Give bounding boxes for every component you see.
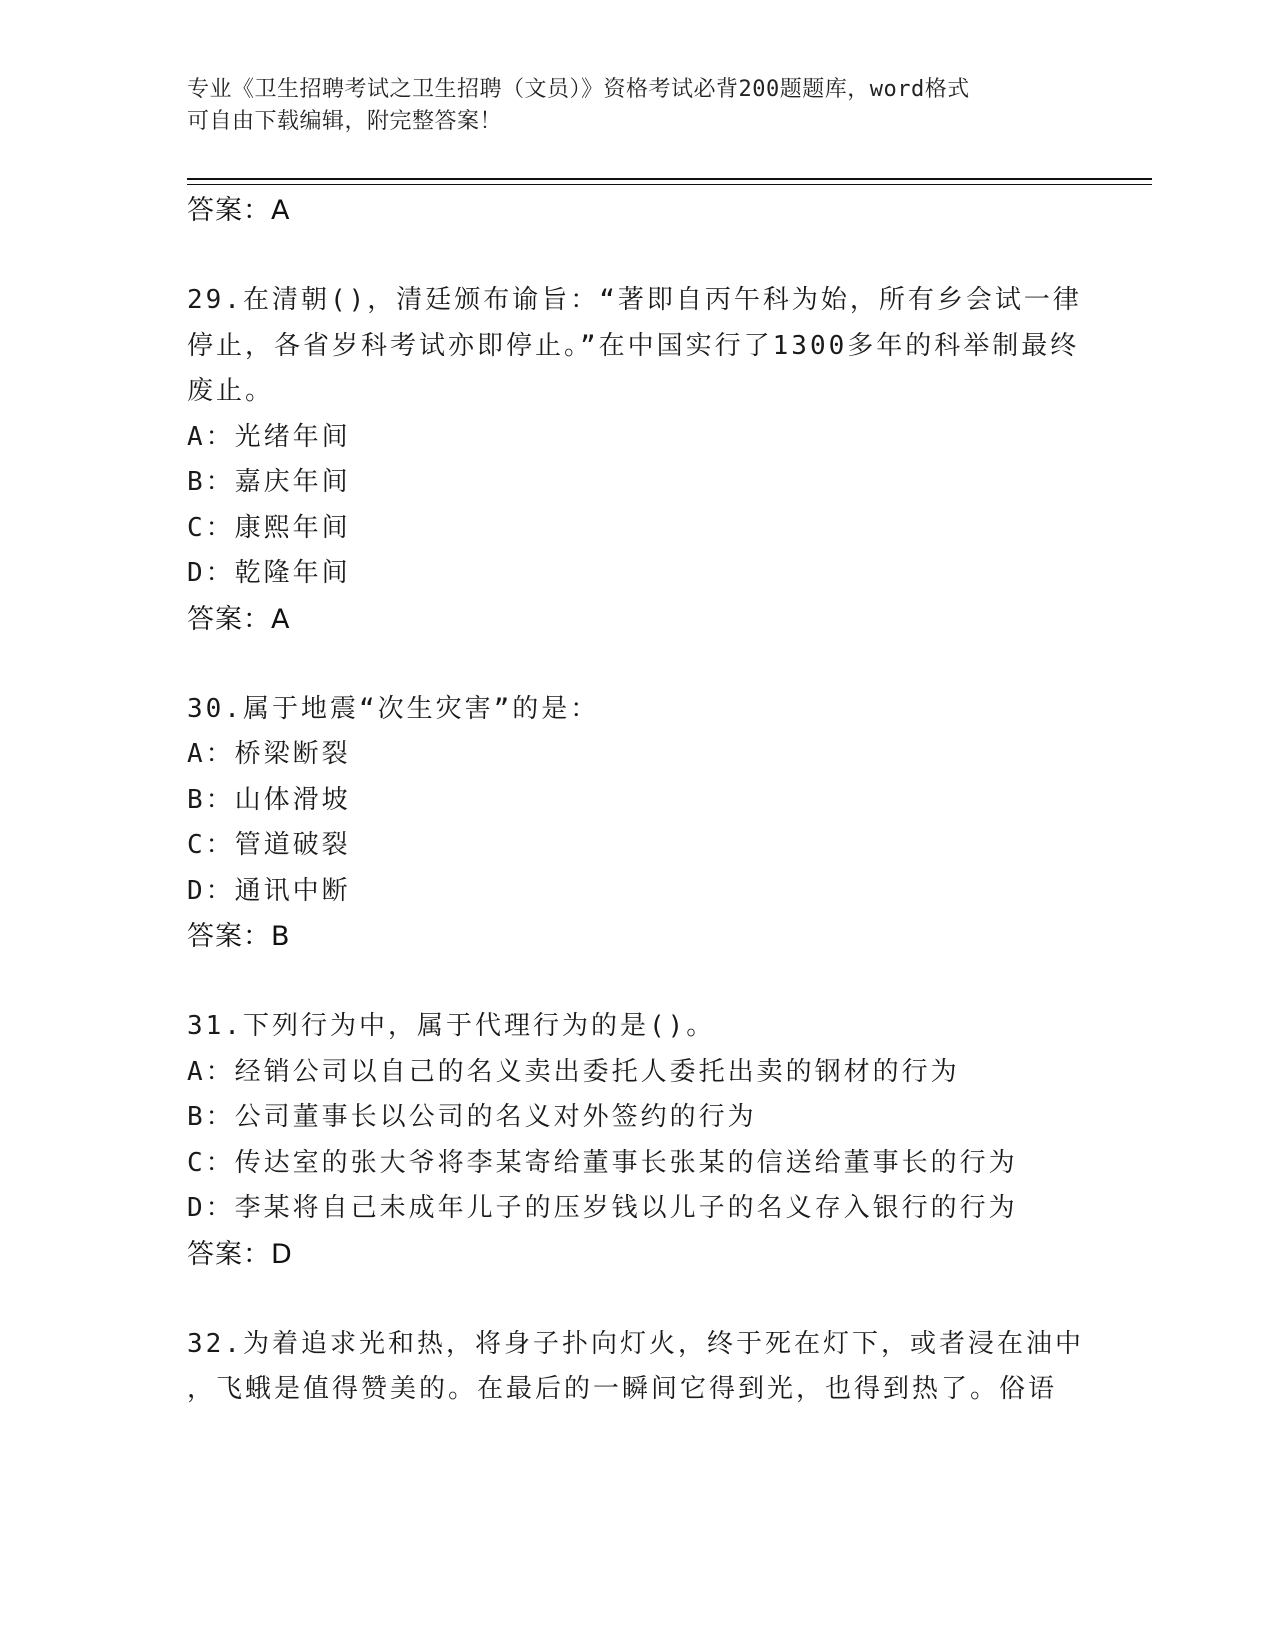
question-30 [187, 687, 1087, 961]
option-c: C：康熙年间 [187, 512, 351, 543]
question-text: 30.属于地震“次生灾害”的是： [187, 693, 600, 724]
header-line-1: 专业《卫生招聘考试之卫生招聘（文员）》资格考试必背200题题库，word格式 [187, 77, 970, 102]
answer: 答案：B [187, 921, 291, 952]
answer: 答案：A [187, 603, 291, 635]
option-a: A：光绪年间 [187, 421, 351, 452]
option-d: D：李某将自己未成年儿子的压岁钱以儿子的名义存入银行的行为 [187, 1193, 1018, 1223]
question-text: 29.在清朝()，清廷颁布谕旨：“著即自丙午科为始，所有乡会试一律停止，各省岁科考试亦即停止。”在中国实行了1300多年的科举制最终废止。 [187, 285, 1082, 406]
option-b: B：嘉庆年间 [187, 467, 351, 497]
header-divider-thin [187, 184, 1152, 185]
question-29 [187, 278, 1087, 643]
option-d: D：乾隆年间 [187, 558, 351, 588]
answer: 答案：D [187, 1238, 293, 1270]
header-divider [187, 178, 1152, 180]
option-c: C：管道破裂 [187, 830, 351, 860]
document-header [187, 74, 1067, 138]
option-b: B：山体滑坡 [187, 784, 351, 815]
question-list [187, 188, 1087, 1413]
option-b: B：公司董事长以公司的名义对外签约的行为 [187, 1102, 757, 1132]
option-c: C：传达室的张大爷将李某寄给董事长张某的信送给董事长的行为 [187, 1147, 1018, 1178]
option-a: A：经销公司以自己的名义卖出委托人委托出卖的钢材的行为 [187, 1056, 960, 1087]
option-d: D：通讯中断 [187, 875, 351, 906]
previous-answer: 答案：A [187, 195, 291, 226]
option-a: A：桥梁断裂 [187, 739, 351, 769]
question-text: 31.下列行为中，属于代理行为的是()。 [187, 1011, 716, 1041]
question-32 [187, 1322, 1087, 1413]
question-text-line-1: 32.为着追求光和热，将身子扑向灯火，终于死在灯下，或者浸在油中 [187, 1328, 1084, 1359]
header-line-2: 可自由下载编辑，附完整答案！ [187, 109, 503, 134]
question-text-line-2: ，飞蛾是值得赞美的。在最后的一瞬间它得到光，也得到热了。俗语 [187, 1374, 1058, 1404]
question-31 [187, 1004, 1087, 1278]
